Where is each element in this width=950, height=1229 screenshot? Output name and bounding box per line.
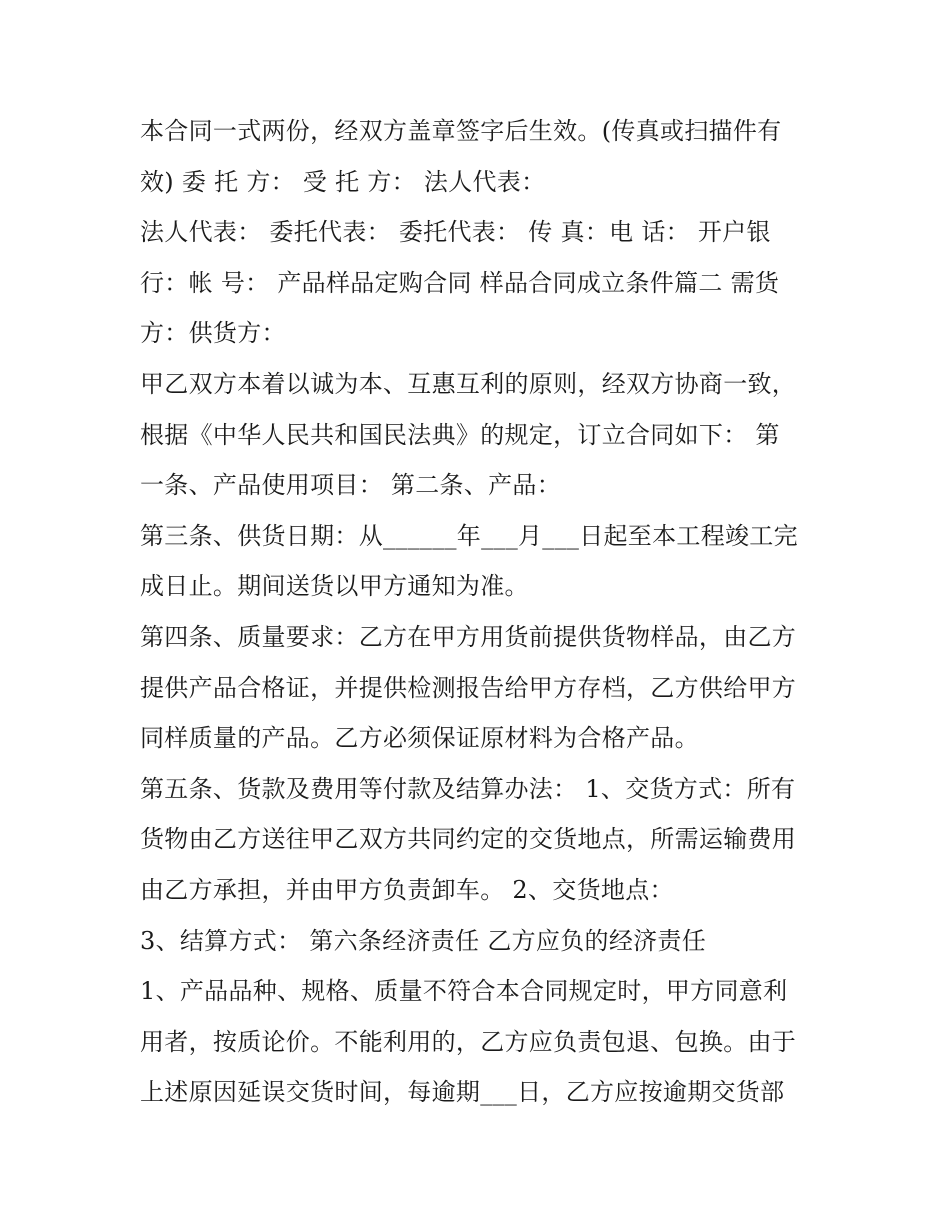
text-line: 第三条、供货日期：从______年___月___日起至本工程竣工完 xyxy=(140,521,798,550)
text-line: 一条、产品使用项目： 第二条、产品： xyxy=(140,471,562,500)
text-line: 方：供货方： xyxy=(140,319,286,348)
text-line: 3、结算方式： 第六条经济责任 乙方应负的经济责任 xyxy=(140,926,707,955)
text-line: 1、产品品种、规格、质量不符合本合同规定时，甲方同意利 xyxy=(140,977,788,1006)
text-line: 用者，按质论价。不能利用的，乙方应负责包退、包换。由于 xyxy=(140,1027,797,1056)
text-line: 第四条、质量要求：乙方在甲方用货前提供货物样品，由乙方 xyxy=(140,622,797,651)
text-line: 根据《中华人民共和国民法典》的规定，订立合同如下： 第 xyxy=(140,420,780,449)
text-line: 效) 委 托 方： 受 托 方： 法人代表： xyxy=(140,167,546,196)
text-line: 行：帐 号： 产品样品定购合同 样品合同成立条件篇二 需货 xyxy=(140,268,780,297)
text-line: 上述原因延误交货时间，每逾期___日，乙方应按逾期交货部 xyxy=(140,1078,785,1107)
text-line: 甲乙双方本着以诚为本、互惠互利的原则，经双方协商一致， xyxy=(140,369,797,398)
text-line: 由乙方承担，并由甲方负责卸车。 2、交货地点： xyxy=(140,875,674,904)
text-line: 同样质量的产品。乙方必须保证原材料为合格产品。 xyxy=(140,724,699,753)
text-line: 本合同一式两份，经双方盖章签字后生效。(传真或扫描件有 xyxy=(140,117,782,145)
text-line: 提供产品合格证，并提供检测报告给甲方存档，乙方供给甲方 xyxy=(140,673,797,702)
text-line: 成日止。期间送货以甲方通知为准。 xyxy=(140,572,529,601)
text-line: 货物由乙方送往甲乙双方共同约定的交货地点，所需运输费用 xyxy=(140,825,797,854)
document-body xyxy=(140,106,820,1118)
text-line: 第五条、货款及费用等付款及结算办法： 1、交货方式：所有 xyxy=(140,774,796,803)
text-line: 法人代表： 委托代表： 委托代表： 传 真：电 话： 开户银 xyxy=(140,218,771,247)
